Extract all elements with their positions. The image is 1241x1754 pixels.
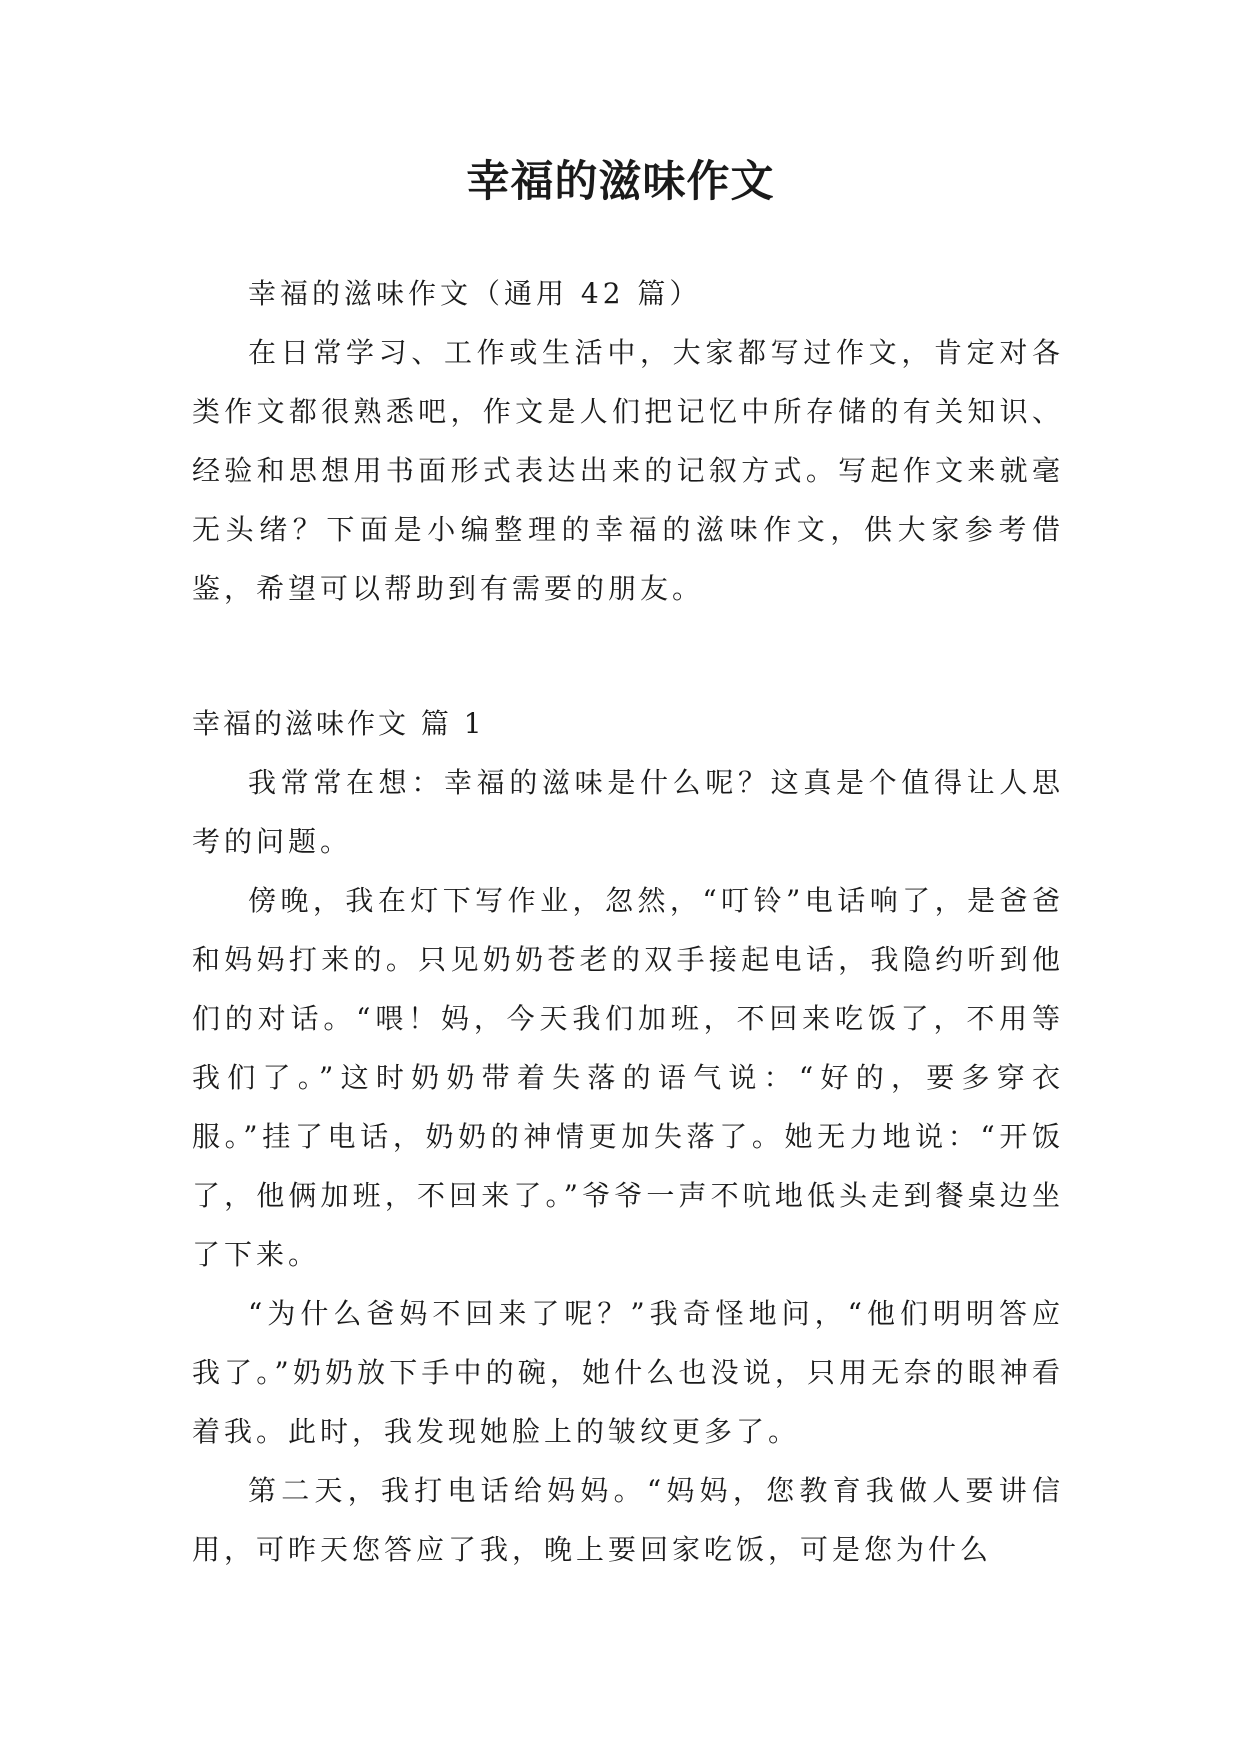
intro-paragraph: 在日常学习、工作或生活中，大家都写过作文，肯定对各类作文都很熟悉吧，作文是人们把记忆中所存储的有关知识、经验和思想用书面形式表达出来的记叙方式。写起作文来就毫无头绪？下面是小编整理的幸福的滋味作文，供大家参考借鉴，希望可以帮助到有需要的朋友。 bbox=[192, 336, 1064, 605]
body-paragraph: 第二天，我打电话给妈妈。“妈妈，您教育我做人要讲信用，可昨天您答应了我，晚上要回家吃饭，可是您为什么 bbox=[192, 1474, 1064, 1566]
body-paragraph: “为什么爸妈不回来了呢？”我奇怪地问，“他们明明答应我了。”奶奶放下手中的碗，她什么也没说，只用无奈的眼神看着我。此时，我发现她脸上的皱纹更多了。 bbox=[192, 1297, 1064, 1448]
document-subtitle: 幸福的滋味作文（通用 42 篇） bbox=[248, 277, 702, 310]
document-title: 幸福的滋味作文 bbox=[466, 157, 775, 207]
intro-block bbox=[192, 264, 1064, 618]
section-heading: 幸福的滋味作文 篇 1 bbox=[192, 707, 485, 740]
section-block bbox=[192, 694, 1064, 1579]
body-paragraph: 我常常在想：幸福的滋味是什么呢？这真是个值得让人思考的问题。 bbox=[192, 766, 1064, 858]
body-paragraph: 傍晚，我在灯下写作业，忽然，“叮铃”电话响了，是爸爸和妈妈打来的。只见奶奶苍老的双手接起电话，我隐约听到他们的对话。“喂！妈，今天我们加班，不回来吃饭了，不用等我们了。”这时奶奶带着失落的语气说：“好的，要多穿衣服。”挂了电话，奶奶的神情更加失落了。她无力地说：“开饭了，他俩加班，不回来了。”爷爷一声不吭地低头走到餐桌边坐了下来。 bbox=[192, 884, 1064, 1271]
